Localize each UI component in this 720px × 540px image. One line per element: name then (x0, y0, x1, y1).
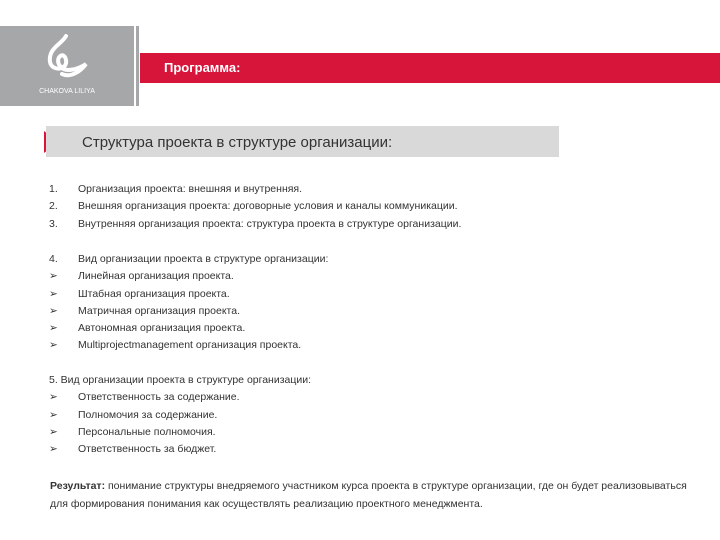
arrow-bullet-icon: ➢ (49, 287, 58, 300)
list-item (49, 337, 328, 354)
logo-divider (136, 26, 139, 106)
list-group-3 (49, 372, 311, 458)
arrow-bullet-icon: ➢ (49, 408, 58, 421)
list-marker: 2. (49, 200, 58, 213)
list-text: Внешняя организация проекта: договорные условия и каналы коммуникации. (78, 200, 458, 213)
list-marker: 1. (49, 183, 58, 195)
list-text: Вид организации проекта в структуре организации: (78, 253, 329, 265)
list-item (49, 320, 328, 337)
header-banner: Программа: (140, 53, 720, 83)
arrow-bullet-icon: ➢ (49, 339, 58, 352)
list-marker: 4. (49, 253, 58, 265)
list-text: Организация проекта: внешняя и внутренняя. (78, 183, 303, 195)
arrow-bullet-icon: ➢ (49, 391, 58, 404)
list-text: Внутренняя организация проекта: структура проекта в структуре организации. (78, 217, 462, 230)
result-text: понимание структуры внедряемого участником курса проекта в структуре организации, где он будет реализовываться для формирования понимания как осуществлять реализацию проектного менеджмента. (50, 480, 687, 510)
arrow-bullet-icon: ➢ (49, 322, 58, 335)
section-title: Структура проекта в структуре организации: (46, 126, 559, 157)
list-text: Автономная организация проекта. (78, 322, 246, 335)
list-marker: 3. (49, 217, 58, 230)
list-text: Матричная организация проекта. (78, 304, 240, 317)
result-label: Результат: (50, 480, 106, 492)
logo-mark-icon (44, 34, 90, 84)
list-text: Multiprojectmanagement организация проекта. (78, 339, 302, 352)
arrow-bullet-icon: ➢ (49, 304, 58, 317)
list-text: Ответственность за содержание. (78, 391, 240, 404)
list-item (49, 198, 461, 215)
list-item (49, 251, 328, 268)
list-heading: 5. Вид организации проекта в структуре организации: (49, 374, 312, 386)
list-text: Штабная организация проекта. (78, 287, 230, 300)
list-item (49, 303, 328, 320)
list-group-2 (49, 251, 328, 355)
list-item (49, 268, 328, 285)
logo (0, 26, 134, 106)
list-text: Полномочия за содержание. (78, 408, 218, 421)
list-text: Линейная организация проекта. (78, 270, 234, 283)
list-item (49, 424, 311, 441)
arrow-bullet-icon: ➢ (49, 270, 58, 283)
list-group-1 (49, 181, 461, 233)
logo-text: CHAKOVA LILIYA (39, 88, 95, 95)
list-item (49, 441, 311, 458)
list-text: Ответственность за бюджет. (78, 443, 217, 456)
list-item (49, 286, 328, 303)
arrow-bullet-icon: ➢ (49, 443, 58, 456)
result-paragraph (50, 477, 700, 513)
list-item (49, 389, 311, 406)
list-item (49, 407, 311, 424)
list-item (49, 216, 461, 233)
list-item (49, 181, 461, 198)
list-text: Персональные полномочия. (78, 425, 216, 438)
arrow-bullet-icon: ➢ (49, 425, 58, 438)
